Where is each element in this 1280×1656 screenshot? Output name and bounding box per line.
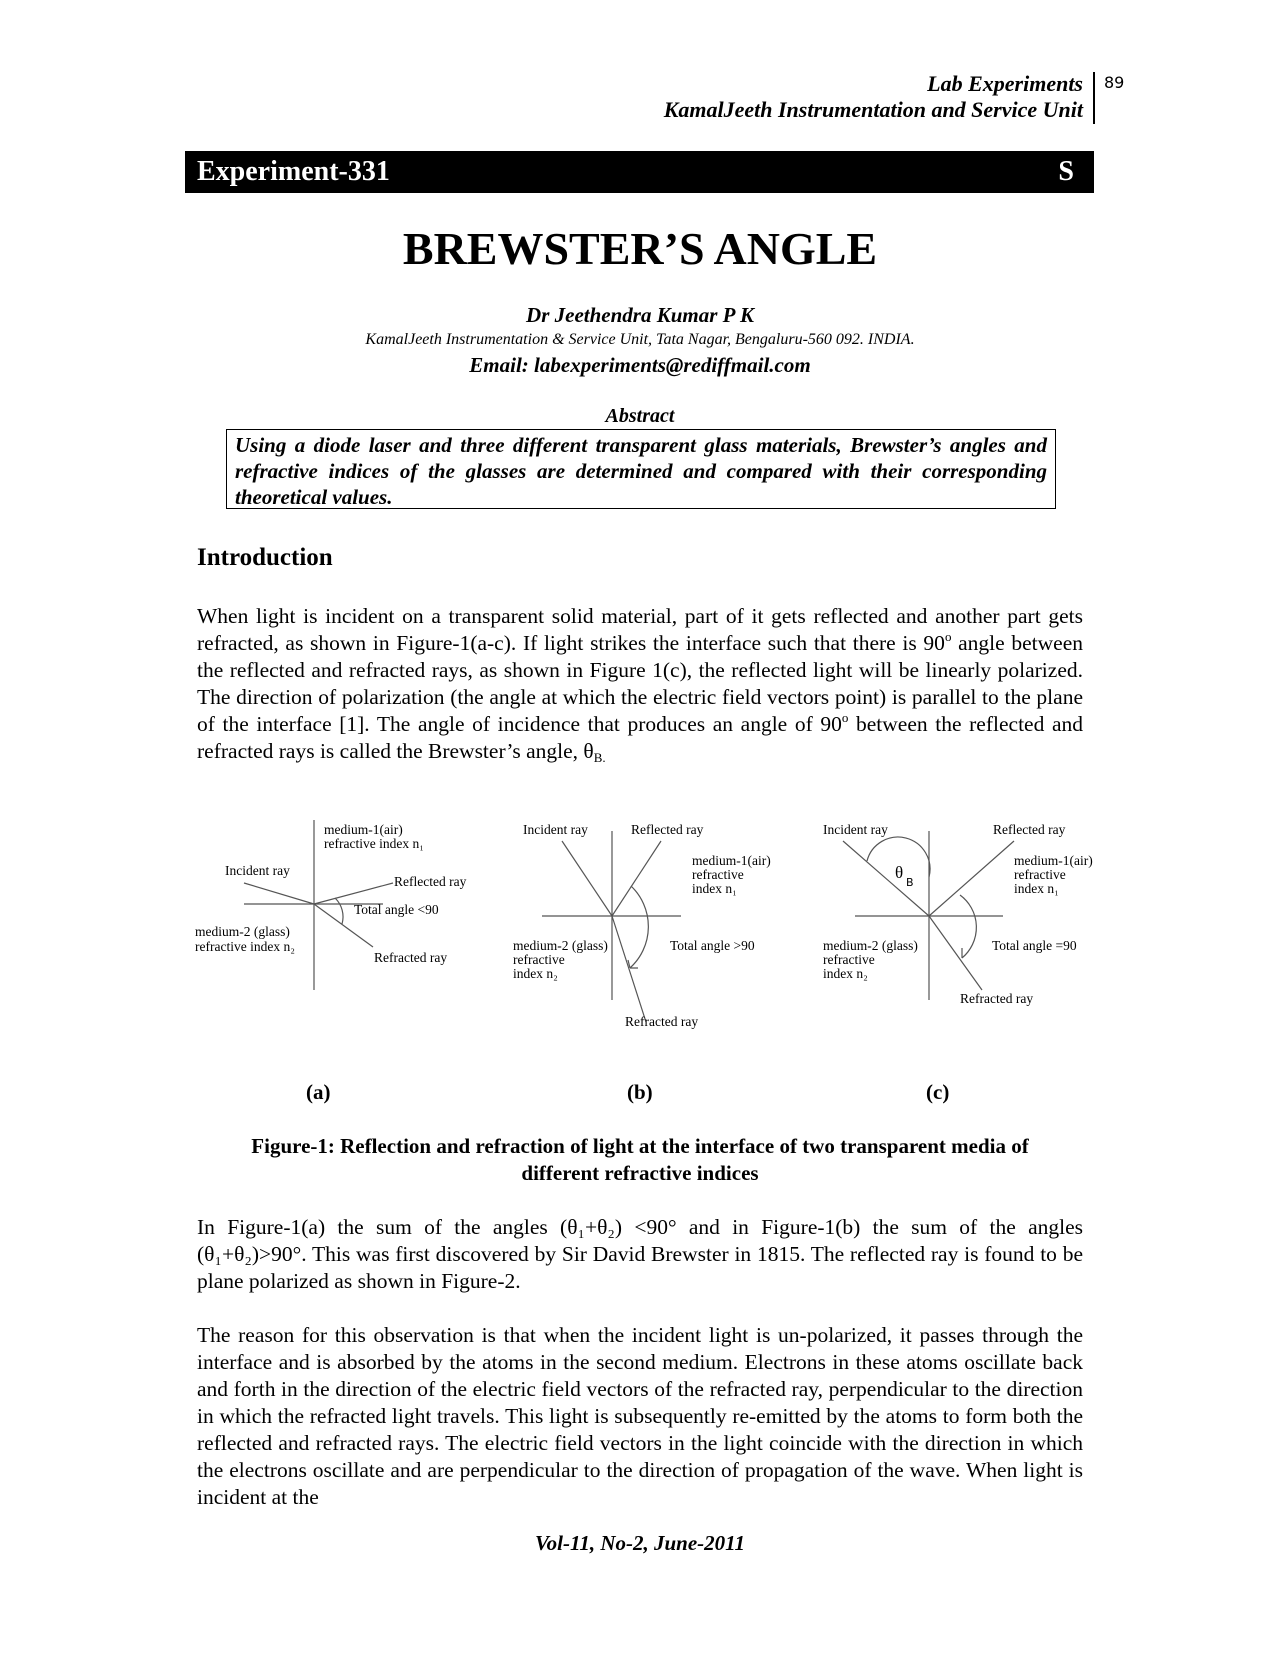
fig-a-medium2: medium-2 (glass) [195,924,290,939]
subscript: B. [593,750,606,765]
paper-title: BREWSTER’S ANGLE [402,223,878,274]
text: When light is incident on a transparent solid material, part of it gets reflected and another part gets refracted, as shown in Figure-1(a-c). If light strikes the interface such that there is 90 [197,604,1083,655]
fig-c-refracted-ray [929,916,982,990]
caption-line-1: Figure-1: Reflection and refraction of light at the interface of two transparent media of [251,1134,1029,1158]
fig-a-refracted-label: Refracted ray [374,950,448,965]
fig-c-sublabel: (c) [926,1080,950,1104]
fig-c-medium2-l2: refractive [823,952,875,967]
email: Email: labexperiments@rediffmail.com [469,353,811,377]
fig-c-medium1: medium-1(air) [1014,853,1093,868]
fig-a-medium2-index: refractive index n₂ [195,939,295,954]
fig-b-reflected-ray [612,841,661,916]
superscript: o [944,629,952,644]
fig-b-incident-ray [562,841,612,916]
footer-volume: Vol-11, No-2, June-2011 [534,1531,746,1555]
experiment-code: S [1058,156,1074,187]
fig-b-angle-arc [630,886,648,968]
author: Dr Jeethendra Kumar P K [526,303,754,327]
fig-a-sublabel: (a) [306,1080,331,1104]
fig-b-medium2: medium-2 (glass) [513,938,608,953]
running-header-title: Lab Experiments [927,71,1083,96]
figure-caption [0,1133,1280,1187]
header-divider [1093,72,1095,124]
fig-a-angle-label: Total angle <90 [354,902,439,917]
caption-line-2: different refractive indices [521,1161,759,1185]
fig-b-medium1-l2: refractive [692,867,744,882]
fig-a-incident-label: Incident ray [225,863,290,878]
fig-c-incident-label: Incident ray [823,822,888,837]
fig-c-angle-label: Total angle =90 [992,938,1077,953]
experiment-banner [185,151,1094,193]
fig-a-incident-ray [244,883,314,904]
fig-b-angle-label: Total angle >90 [670,938,755,953]
abstract-text: Using a diode laser and three different transparent glass materials, Brewster’s angles and refractive indices of the glasses are determined and compared with their corresponding theoretical values. [226,429,1056,509]
fig-b-reflected-label: Reflected ray [631,822,704,837]
fig-c-reflected-ray [929,841,1014,916]
fig-b-refracted-ray [612,916,646,1022]
text: between the reflected and refracted rays is called the Brewster’s angle, θ [197,712,1084,763]
text: angle between the reflected and refracted rays, as shown in Figure 1(c), the reflected light will be linearly polarized. The direction of polarization (the angle at which the electric field vectors point) is parallel to the plane of the interface [1]. The angle of incidence that produces an angle of 90 [197,631,1084,736]
abstract-label: Abstract [605,405,675,427]
fig-c-theta: θ [895,863,904,882]
fig-c-medium1-l2: refractive [1014,867,1066,882]
affiliation: KamalJeeth Instrumentation & Service Unit, Tata Nagar, Bengaluru-560 092. INDIA. [365,331,915,348]
fig-c-medium2: medium-2 (glass) [823,938,918,953]
fig-c-medium2-l3: index n₂ [823,966,868,981]
fig-b-medium1: medium-1(air) [692,853,771,868]
fig-c-reflected-label: Reflected ray [993,822,1066,837]
fig-b-refracted-label: Refracted ray [625,1014,699,1029]
superscript: o [841,710,849,725]
fig-b-medium1-l3: index n₁ [692,881,737,896]
fig-a-reflected-ray [314,883,393,904]
intro-paragraph-2: In Figure-1(a) the sum of the angles (θ₁+θ₂) <90° and in Figure-1(b) the sum of the angles (θ₁+θ₂)>90°. This was first discovered by Sir David Brewster in 1815. The reflected ray is found to be plane polarized as shown in Figure-2. [197,1215,1083,1293]
fig-c-theta-sub: B [906,876,914,889]
intro-paragraph-1 [197,603,1083,765]
fig-c-incident-ray [843,841,929,916]
fig-b-medium2-l3: index n₂ [513,966,558,981]
fig-a-medium1-index: refractive index n₁ [324,836,424,851]
fig-a-reflected-label: Reflected ray [394,874,467,889]
fig-c-refracted-label: Refracted ray [960,991,1034,1006]
running-header-unit: KamalJeeth Instrumentation and Service Unit [663,97,1083,122]
fig-b-sublabel: (b) [627,1080,653,1104]
fig-c-medium1-l3: index n₁ [1014,881,1059,896]
fig-b-medium2-l2: refractive [513,952,565,967]
fig-b-incident-label: Incident ray [523,822,588,837]
figure-1-diagrams [0,780,1280,1040]
experiment-number: Experiment-331 [197,156,390,187]
fig-a-medium1: medium-1(air) [324,822,403,837]
intro-paragraph-3: The reason for this observation is that when the incident light is un-polarized, it passes through the interface and is absorbed by the atoms in the second medium. Electrons in these atoms oscillate back and forth in the direction of the electric field vectors of the refracted ray, perpendicular to the direction in which the refracted light travels. This light is subsequently re-emitted by the atoms to form both the reflected and refracted rays. The electric field vectors in the light coincide with the direction in which the electrons oscillate and are perpendicular to the direction of propagation of the wave. When light is incident at the [197,1323,1083,1509]
introduction-heading: Introduction [197,544,333,571]
page-number: 89 [1104,73,1125,92]
